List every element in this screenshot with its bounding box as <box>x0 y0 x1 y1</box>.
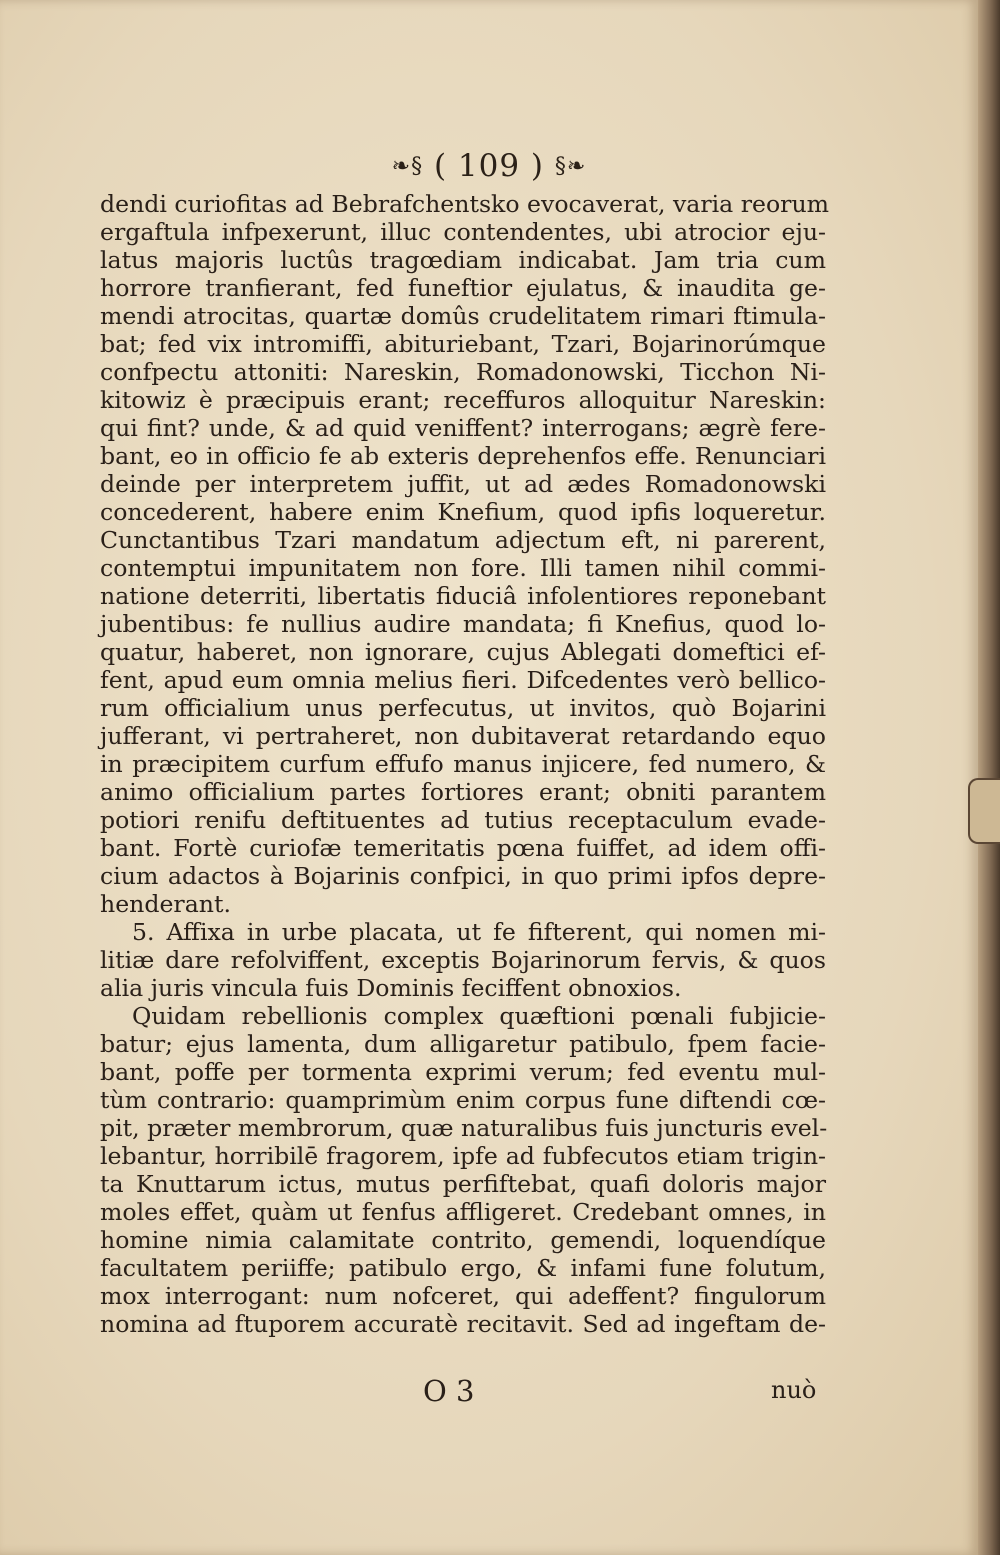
text-line: batur; ejus lamenta, dum alligaretur patibulo, fpem facie- <box>100 1030 826 1058</box>
catchword: nuò <box>771 1376 817 1404</box>
text-line: bant. Fortè curiofæ temeritatis pœna fuiffet, ad idem offi- <box>100 834 826 862</box>
text-line: mendi atrocitas, quartæ domûs crudelitatem rimari ftimula- <box>100 302 826 330</box>
text-line: contemptui impunitatem non fore. Illi tamen nihil commi- <box>100 554 826 582</box>
text-line: homine nimia calamitate contrito, gemendi, loquendíque <box>100 1226 826 1254</box>
text-line: bat; fed vix intromiffi, abituriebant, Tzari, Bojarinorúmque <box>100 330 826 358</box>
text-line: nomina ad ftuporem accuratè recitavit. Sed ad ingeftam de- <box>100 1310 826 1338</box>
paragraph-start-line: Quidam rebellionis complex quæftioni pœnali fubjicie- <box>132 1002 826 1030</box>
signature-mark: O 3 <box>423 1374 475 1408</box>
text-line: henderant. <box>100 890 231 918</box>
text-line: facultatem periiffe; patibulo ergo, & infami fune folutum, <box>100 1254 826 1282</box>
page-footer <box>0 1374 978 1408</box>
text-line: in præcipitem curfum effufo manus injicere, fed numero, & <box>100 750 826 778</box>
text-line: lebantur, horribilē fragorem, ipfe ad fubfecutos etiam trigin- <box>100 1142 826 1170</box>
text-line: alia juris vincula fuis Dominis feciffent obnoxios. <box>100 974 682 1002</box>
text-line: fent, apud eum omnia melius fieri. Difcedentes verò bellico- <box>100 666 826 694</box>
text-line: natione deterriti, libertatis fiduciâ infolentiores reponebant <box>100 582 826 610</box>
text-line: bant, eo in officio fe ab exteris deprehenfos effe. Renunciari <box>100 442 826 470</box>
left-ornament-icon: ❧§ <box>391 154 424 179</box>
text-line: potiori renifu deftituentes ad tutius receptaculum evade- <box>100 806 826 834</box>
text-line: confpectu attoniti: Nareskin, Romadonowski, Ticchon Ni- <box>100 358 826 386</box>
text-line: pit, præter membrorum, quæ naturalibus fuis juncturis evel- <box>100 1114 828 1142</box>
text-line: ergaftula infpexerunt, illuc contendentes, ubi atrocior eju- <box>100 218 826 246</box>
text-line: latus majoris luctûs tragœdiam indicabat. Jam tria cum <box>100 246 826 274</box>
text-line: mox interrogant: num nofceret, qui adeffent? fingulorum <box>100 1282 826 1310</box>
text-line: Cunctantibus Tzari mandatum adjectum eft, ni parerent, <box>100 526 826 554</box>
text-line: cium adactos à Bojarinis confpici, in quo primi ipfos depre- <box>100 862 826 890</box>
text-line: dendi curiofitas ad Bebrafchentsko evocaverat, varia reorum <box>100 190 830 218</box>
page-number: ( 109 ) <box>433 148 545 184</box>
text-line: jufferant, vi pertraheret, non dubitaverat retardando equo <box>100 722 826 750</box>
text-line: qui fint? unde, & ad quid veniffent? interrogans; ægrè fere- <box>100 414 826 442</box>
text-line: kitowiz è præcipuis erant; receffuros alloquitur Nareskin: <box>100 386 826 414</box>
text-line: concederent, habere enim Knefium, quod ipfis loqueretur. <box>100 498 826 526</box>
text-line: animo officialium partes fortiores erant; obniti parantem <box>100 778 826 806</box>
text-line: deinde per interpretem juffit, ut ad ædes Romadonowski <box>100 470 826 498</box>
clasp-tab <box>968 778 1000 844</box>
page-body <box>100 190 830 1338</box>
text-line: jubentibus: fe nullius audire mandata; fi Knefius, quod lo- <box>100 610 826 638</box>
text-line: moles effet, quàm ut fenfus affligeret. Credebant omnes, in <box>100 1198 826 1226</box>
text-line: quatur, haberet, non ignorare, cujus Ablegati domeftici ef- <box>100 638 826 666</box>
paragraph-start-line: 5. Affixa in urbe placata, ut fe fifterent, qui nomen mi- <box>132 918 826 946</box>
text-line: ta Knuttarum ictus, mutus perfiftebat, quafi doloris major <box>100 1170 826 1198</box>
text-line: bant, poffe per tormenta exprimi verum; fed eventu mul- <box>100 1058 826 1086</box>
text-line: rum officialium unus perfecutus, ut invitos, quò Bojarini <box>100 694 826 722</box>
running-header <box>0 148 978 184</box>
text-line: tùm contrario: quamprimùm enim corpus fune diftendi cœ- <box>100 1086 826 1114</box>
right-ornament-icon: §❧ <box>554 154 587 179</box>
text-line: horrore tranfierant, fed funeftior ejulatus, & inaudita ge- <box>100 274 826 302</box>
text-line: litiæ dare refolviffent, exceptis Bojarinorum fervis, & quos <box>100 946 826 974</box>
